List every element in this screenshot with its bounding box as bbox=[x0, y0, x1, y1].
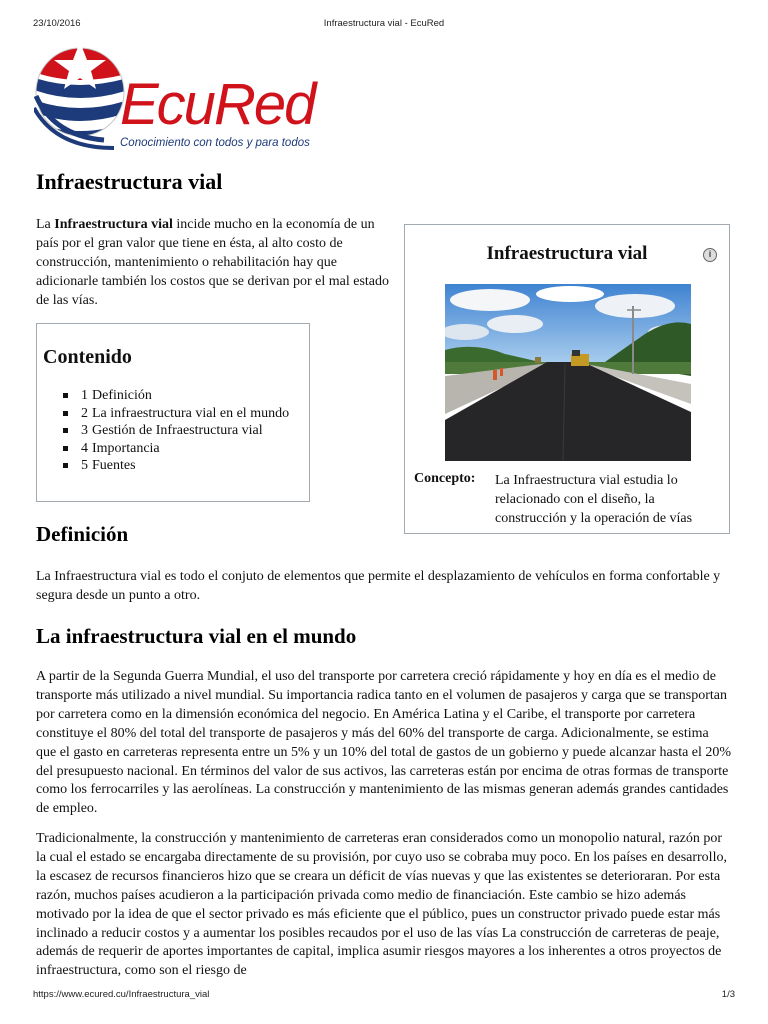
print-footer bbox=[33, 989, 735, 1003]
toc-list bbox=[43, 387, 303, 475]
print-url[interactable]: https://www.ecured.cu/Infraestructura_vial bbox=[33, 989, 210, 1000]
intro-prefix: La bbox=[36, 217, 55, 232]
toc-item-definicion[interactable] bbox=[63, 387, 303, 405]
toc-item-label: Importancia bbox=[92, 440, 160, 456]
infobox-value: La Infraestructura vial estudia lo relacionado con el diseño, la construcción y la operación de vías bbox=[495, 473, 693, 526]
toc-item-number: 2 bbox=[81, 405, 88, 421]
paragraph-en-el-mundo-2: Tradicionalmente, la construcción y mantenimiento de carreteras eran considerados como un monopolio natural, razón por la cual el estado se encargaba directamente de su provisión, por cuyo uso se cobraba muy poco. En los países en desarrollo, la escasez de recursos financieros hizo que se creara un déficit de vías nuevas y que las existentes se deterioraran. Por esta razón, muchos países acudieron a la participación privada como medio de financiación. Este cambio se hizo además motivado por la idea de que el sector privado es más eficiente que el público, pues un constructor privado puede estar más inclinado a reducir costos y a aumentar los posibles recaudos por el uso de las vías La construcción de carreteras de peaje, además de requerir de aportes importantes de capital, implica asumir riesgos mayores a los inherentes a otros proyectos de infraestructura, como son el riesgo de bbox=[36, 831, 727, 979]
toc-title: Contenido bbox=[43, 346, 132, 368]
toc-item-label: Fuentes bbox=[92, 458, 136, 473]
page-title: Infraestructura vial bbox=[36, 169, 223, 194]
infobox-title: Infraestructura vial bbox=[486, 243, 648, 264]
logo-tagline: Conocimiento con todos y para todos bbox=[120, 137, 310, 149]
toc-item-number: 5 bbox=[81, 458, 88, 473]
print-date: 23/10/2016 bbox=[33, 18, 81, 29]
toc-item-importancia[interactable] bbox=[63, 440, 303, 458]
print-title: Infraestructura vial - EcuRed bbox=[323, 18, 445, 29]
logo-wordmark: EcuRed bbox=[120, 72, 315, 137]
toc-item-number: 4 bbox=[81, 440, 88, 456]
infobox-label: Concepto: bbox=[414, 471, 476, 486]
road-photo[interactable] bbox=[445, 284, 691, 461]
table-of-contents bbox=[36, 323, 310, 502]
intro-paragraph bbox=[36, 215, 392, 310]
paragraph-definicion: La Infraestructura vial es todo el conjuto de elementos que permite el desplazamiento de vehículos en forma confortable y segura desde un punto a otro. bbox=[36, 569, 721, 603]
toc-item-fuentes[interactable] bbox=[63, 457, 303, 475]
toc-item-label: La infraestructura vial en el mundo bbox=[92, 405, 290, 421]
toc-item-en-el-mundo[interactable] bbox=[63, 405, 303, 423]
toc-item-gestion[interactable] bbox=[63, 422, 303, 440]
toc-item-number: 3 bbox=[81, 423, 88, 438]
intro-bold-term: Infraestructura vial bbox=[54, 217, 173, 232]
print-header bbox=[33, 18, 735, 32]
infobox bbox=[404, 224, 730, 534]
toc-item-label: Gestión de Infraestructura vial bbox=[92, 423, 263, 438]
page-number: 1/3 bbox=[721, 989, 735, 1000]
info-icon[interactable]: i bbox=[703, 248, 717, 262]
toc-item-number: 1 bbox=[81, 388, 88, 403]
section-heading-en-el-mundo: La infraestructura vial en el mundo bbox=[36, 624, 357, 648]
ecured-logo[interactable] bbox=[34, 36, 334, 156]
intro-rest: incide mucho en la economía de un país por el gran valor que tiene en ésta, al alto costo de construcción, mantenimiento o rehabilitación hay que adicionarle también los costos que se derivan por el mal estado de las vías. bbox=[36, 217, 390, 308]
section-heading-definicion: Definición bbox=[36, 522, 129, 546]
toc-item-label: Definición bbox=[92, 388, 152, 403]
paragraph-en-el-mundo-1: A partir de la Segunda Guerra Mundial, el uso del transporte por carretera creció rápidamente y hoy en día es el medio de transporte más utilizado a nivel mundial. Su importancia radica tanto en el volumen de pasajeros y carga que se transportan por carretera como en la dimensión económica del negocio. En América Latina y el Caribe, el transporte por carretera constituye el 80% del total del transporte de pasajeros y más del 60% del transporte de carga. Adicionalmente, se estima que el gasto en carreteras representa entre un 5% y un 10% del total de gastos de un gobierno y puede alcanzar hasta el 20% del presupuesto nacional. En términos del valor de sus activos, las carreteras están por encima de otras formas de transporte como los ferrocarriles y las aerolíneas. La construcción y mantenimiento de las mismas generan además grandes cantidades de empleo. bbox=[36, 669, 732, 817]
